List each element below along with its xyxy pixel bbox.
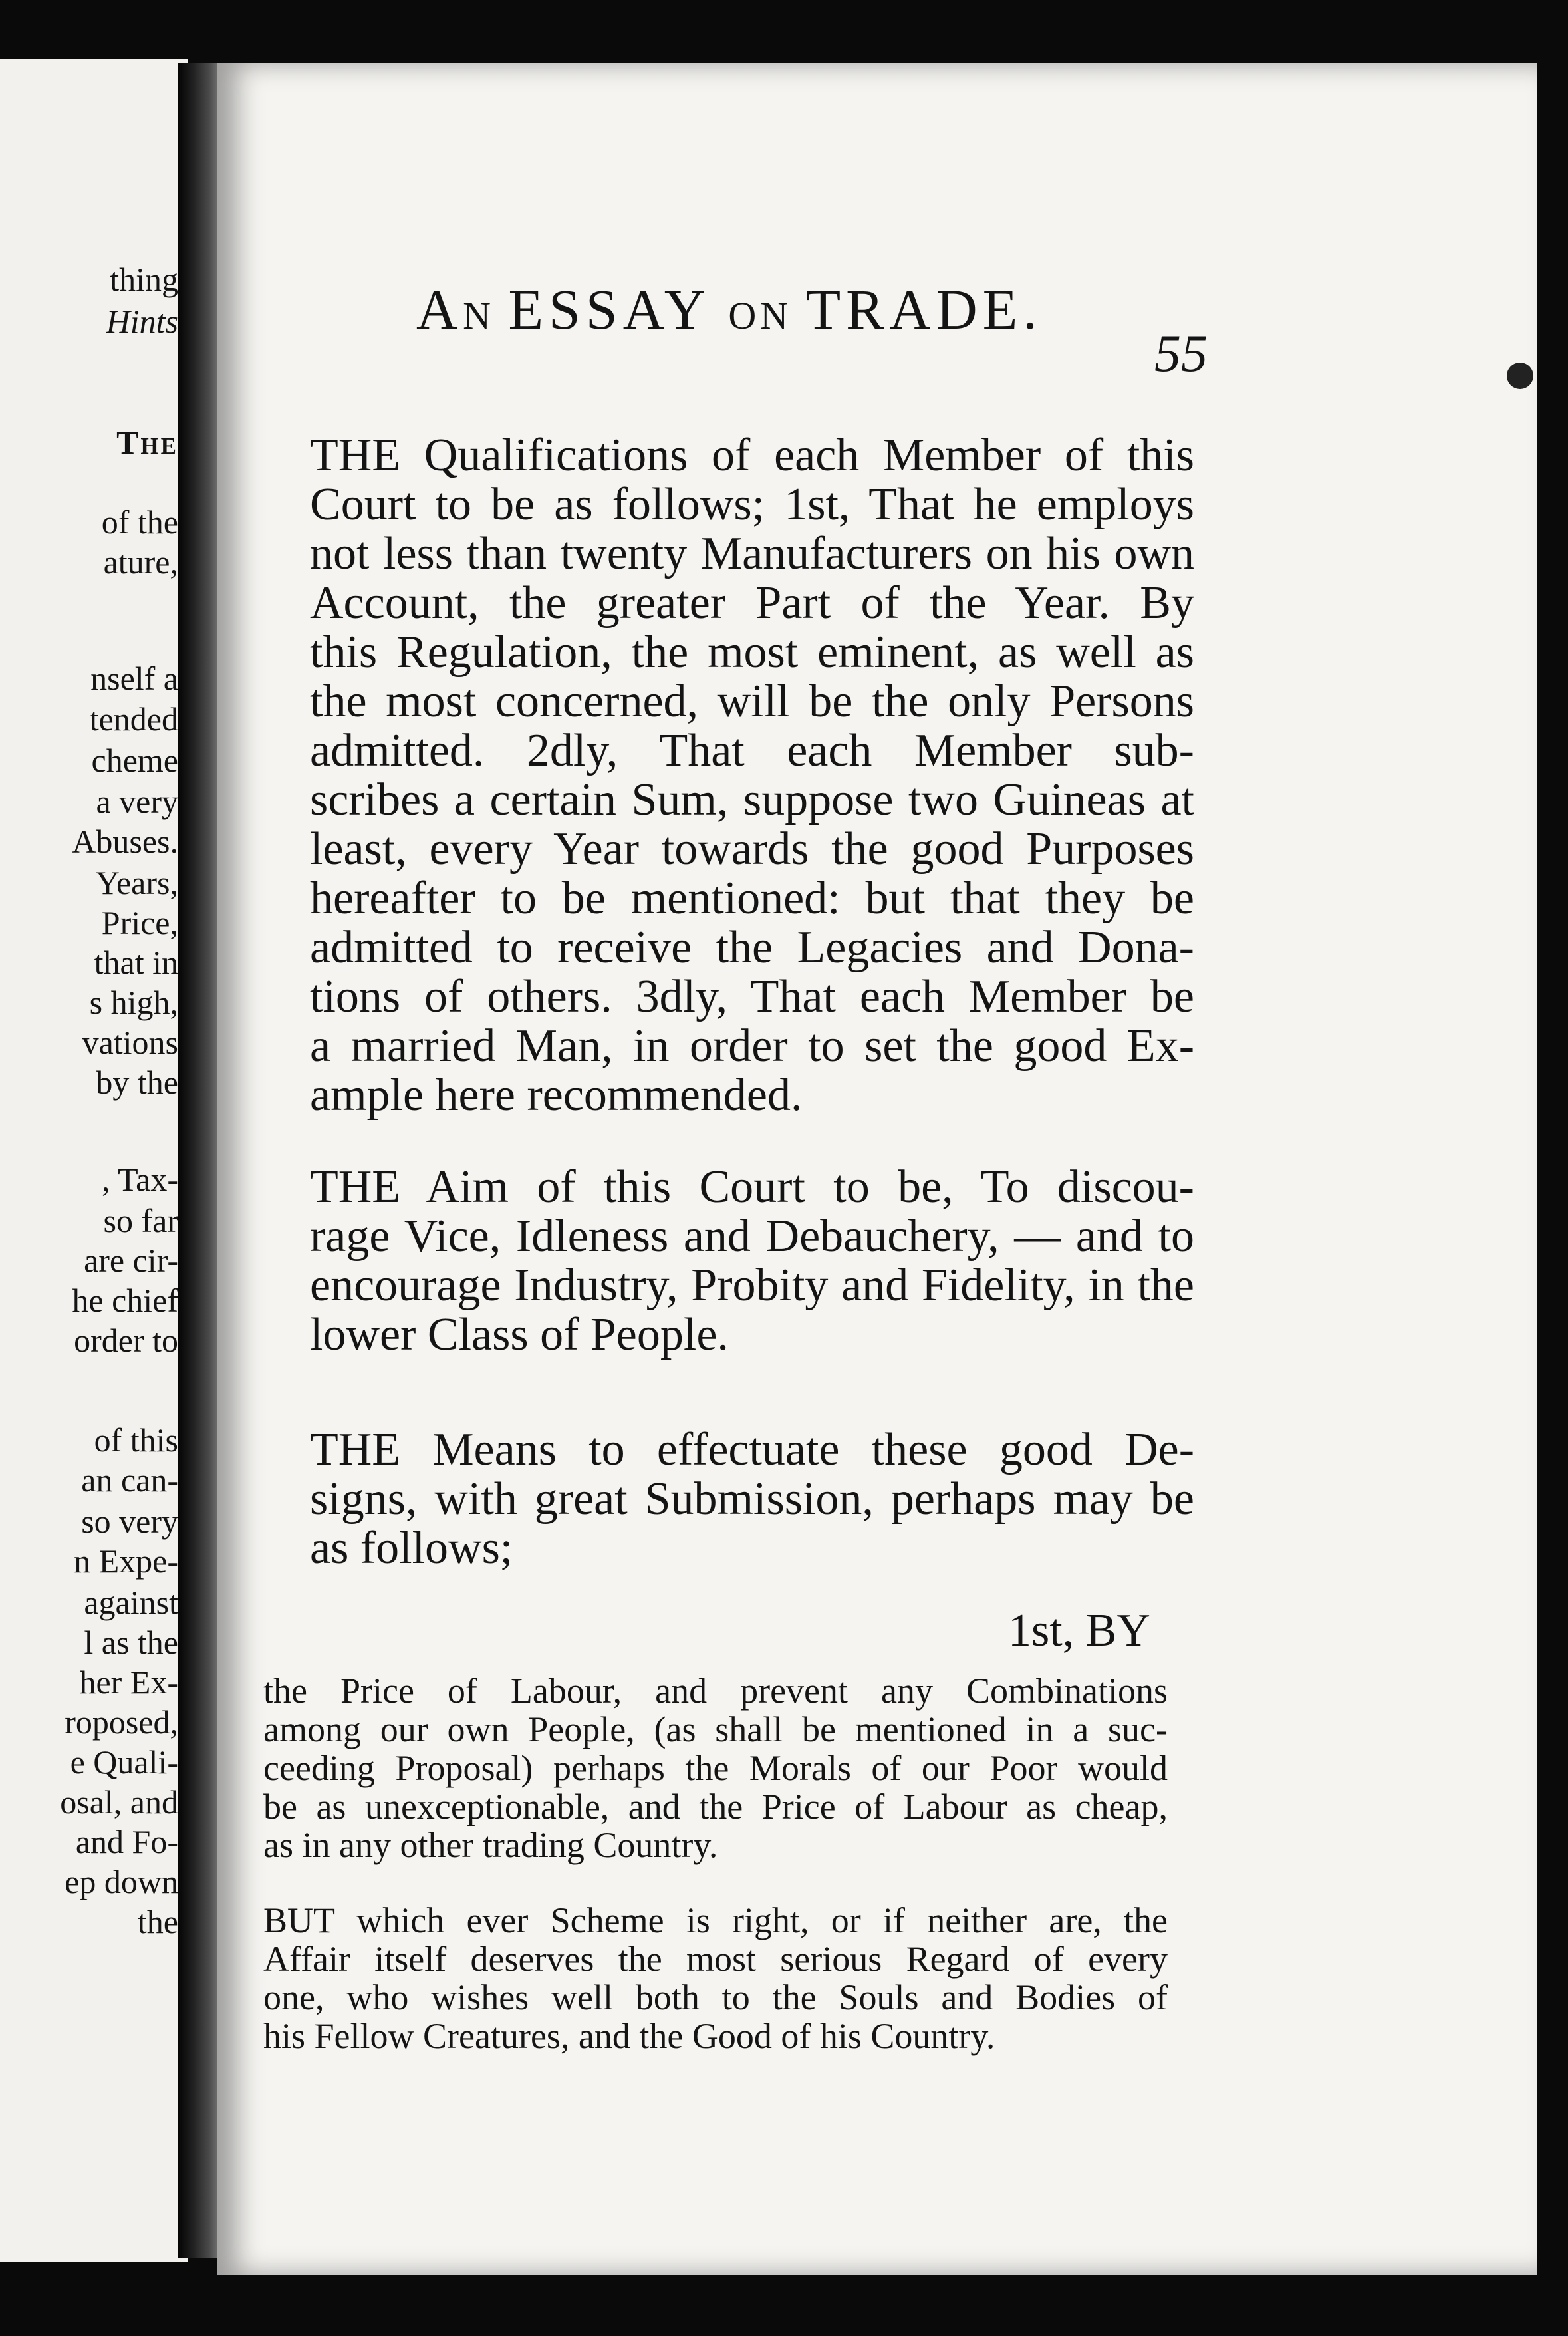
text-line: be as unexceptionable, and the Price of Labour as cheap, [263, 1787, 1168, 1826]
text-line: among our own People, (as shall be mentioned in a suc- [263, 1709, 1168, 1749]
page-edge-blot [1507, 363, 1533, 389]
left-page-line: vations [82, 1024, 178, 1061]
left-page-line: n Expe- [74, 1542, 178, 1580]
text-line: Court to be as follows; 1st, That he employs [310, 479, 1194, 530]
left-page-line: her Ex- [79, 1664, 178, 1701]
left-page-line: so far [103, 1202, 178, 1239]
left-page-line: that in [94, 944, 178, 981]
text-line: admitted. 2dly, That each Member sub- [310, 725, 1194, 776]
left-page-line: l as the [84, 1624, 178, 1661]
left-page-line: Years, [95, 864, 178, 901]
left-page-line: The [116, 424, 178, 461]
left-page-line: and Fo- [75, 1823, 178, 1860]
left-page-line: so very [81, 1503, 178, 1540]
left-page-line: e Quali- [70, 1743, 178, 1781]
left-page-line: osal, and [60, 1783, 178, 1821]
text-line: the most concerned, will be the only Persons [310, 676, 1194, 727]
text-line: the Price of Labour, and prevent any Combinations [263, 1671, 1168, 1711]
left-page-line: of this [94, 1421, 178, 1459]
text-line: ample here recommended. [310, 1070, 803, 1121]
text-line: ceeding Proposal) perhaps the Morals of our Poor would [263, 1748, 1168, 1788]
text-line: THE Qualifications of each Member of this [310, 430, 1194, 481]
left-page-line: a very [96, 783, 178, 820]
text-line: tions of others. 3dly, That each Member be [310, 971, 1194, 1022]
left-page-line: thing [110, 261, 178, 298]
text-line: a married Man, in order to set the good Ex- [310, 1020, 1194, 1072]
page-number: 55 [1154, 325, 1208, 383]
text-line: Account, the greater Part of the Year. By [310, 577, 1194, 629]
text-line: THE Aim of this Court to be, To discou- [310, 1161, 1194, 1213]
text-line: Affair itself deserves the most serious Regard of every [263, 1939, 1168, 1979]
text-line: admitted to receive the Legacies and Dona- [310, 922, 1194, 973]
text-line: signs, with great Submission, perhaps may be [310, 1473, 1194, 1525]
left-page-line: , Tax- [102, 1161, 178, 1198]
running-head: AN ESSAY ON TRADE. [416, 277, 1043, 341]
left-page-line: nself a [90, 660, 178, 697]
left-page-line: s high, [89, 984, 178, 1021]
left-page-line: ature, [103, 543, 178, 581]
book-gutter [178, 63, 217, 2258]
text-line: scribes a certain Sum, suppose two Guineas at [310, 774, 1194, 825]
text-line: not less than twenty Manufacturers on his own [310, 528, 1194, 579]
text-line: least, every Year towards the good Purposes [310, 823, 1194, 875]
left-page-line: ep down [65, 1863, 178, 1900]
text-line: rage Vice, Idleness and Debauchery, — and to [310, 1211, 1194, 1262]
left-page-line: Price, [101, 904, 178, 941]
left-page-line: an can- [81, 1461, 178, 1499]
text-line: BUT which ever Scheme is right, or if neither are, the [263, 1900, 1168, 1940]
left-page-line: by the [96, 1064, 178, 1101]
text-line: THE Means to effectuate these good De- [310, 1424, 1194, 1475]
left-page-line: roposed, [65, 1703, 178, 1741]
left-page-line: Hints [106, 303, 178, 340]
left-page-line: are cir- [84, 1242, 178, 1279]
list-marker-first: 1st, BY [1008, 1605, 1150, 1656]
text-line: lower Class of People. [310, 1309, 729, 1360]
text-line: hereafter to be mentioned: but that they be [310, 873, 1194, 924]
page-right [217, 63, 1537, 2275]
text-line: one, who wishes well both to the Souls and Bodies of [263, 1977, 1168, 2017]
text-line: as follows; [310, 1523, 513, 1574]
left-page-line: against [84, 1584, 178, 1621]
text-line: encourage Industry, Probity and Fidelity, in the [310, 1260, 1194, 1311]
text-line: this Regulation, the most eminent, as well as [310, 627, 1194, 678]
left-page-line: tended [89, 700, 178, 738]
left-page-line: cheme [91, 742, 178, 779]
text-line: his Fellow Creatures, and the Good of his Country. [263, 2016, 995, 2056]
facing-page-left [0, 59, 188, 2262]
left-page-line: Abuses. [72, 823, 178, 860]
left-page-line: of the [101, 504, 178, 541]
text-line: as in any other trading Country. [263, 1825, 718, 1865]
left-page-line: the [137, 1903, 178, 1940]
left-page-line: he chief [72, 1282, 178, 1319]
left-page-line: order to [74, 1322, 178, 1359]
